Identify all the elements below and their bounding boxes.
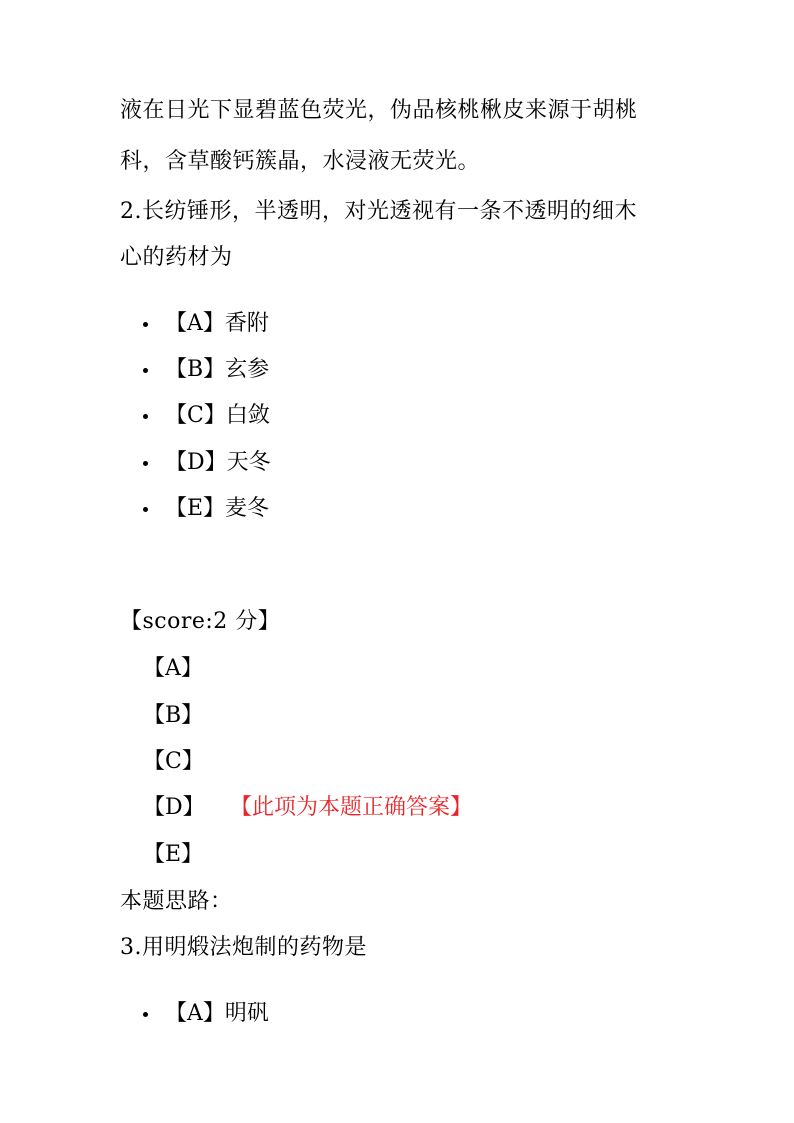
question-2-stem-line-2: 心的药材为 [120,245,233,270]
option-label: 【E】麦冬 [165,496,270,521]
answer-choice-b: 【B】 [143,703,204,728]
bullet-icon [143,507,148,512]
option-label: 【A】香附 [165,311,269,336]
option-label: 【A】明矾 [165,1001,269,1026]
answer-choice-c: 【C】 [143,749,204,774]
question-3-stem: 3.用明煅法炮制的药物是 [120,935,367,960]
answer-choice-d: 【D】 [143,795,205,820]
option-label: 【B】玄参 [165,357,270,382]
bullet-icon [143,461,148,466]
passage-line-1: 液在日光下显碧蓝色荧光，伪品核桃楸皮来源于胡桃 [120,98,638,123]
bullet-icon [143,1012,148,1017]
rationale-label: 本题思路： [120,889,233,914]
correct-answer-marker: 【此项为本题正确答案】 [230,795,473,820]
question-2-option-d [143,445,271,476]
answer-choice-e: 【E】 [143,842,204,867]
option-label: 【C】白敛 [165,403,270,428]
question-3-option-a [143,996,269,1027]
passage-line-2: 科，含草酸钙簇晶，水浸液无荧光。 [120,149,481,174]
question-2-option-c [143,398,270,429]
question-2-option-a [143,306,269,337]
question-2-stem-line-1: 2.长纺锤形，半透明，对光透视有一条不透明的细木 [120,199,637,224]
bullet-icon [143,322,148,327]
question-2-score: 【score:2 分】 [120,609,281,634]
question-2-option-e [143,491,269,522]
bullet-icon [143,368,148,373]
option-label: 【D】天冬 [165,450,271,475]
answer-choice-a: 【A】 [143,656,203,681]
question-2-option-b [143,352,269,383]
bullet-icon [143,414,148,419]
